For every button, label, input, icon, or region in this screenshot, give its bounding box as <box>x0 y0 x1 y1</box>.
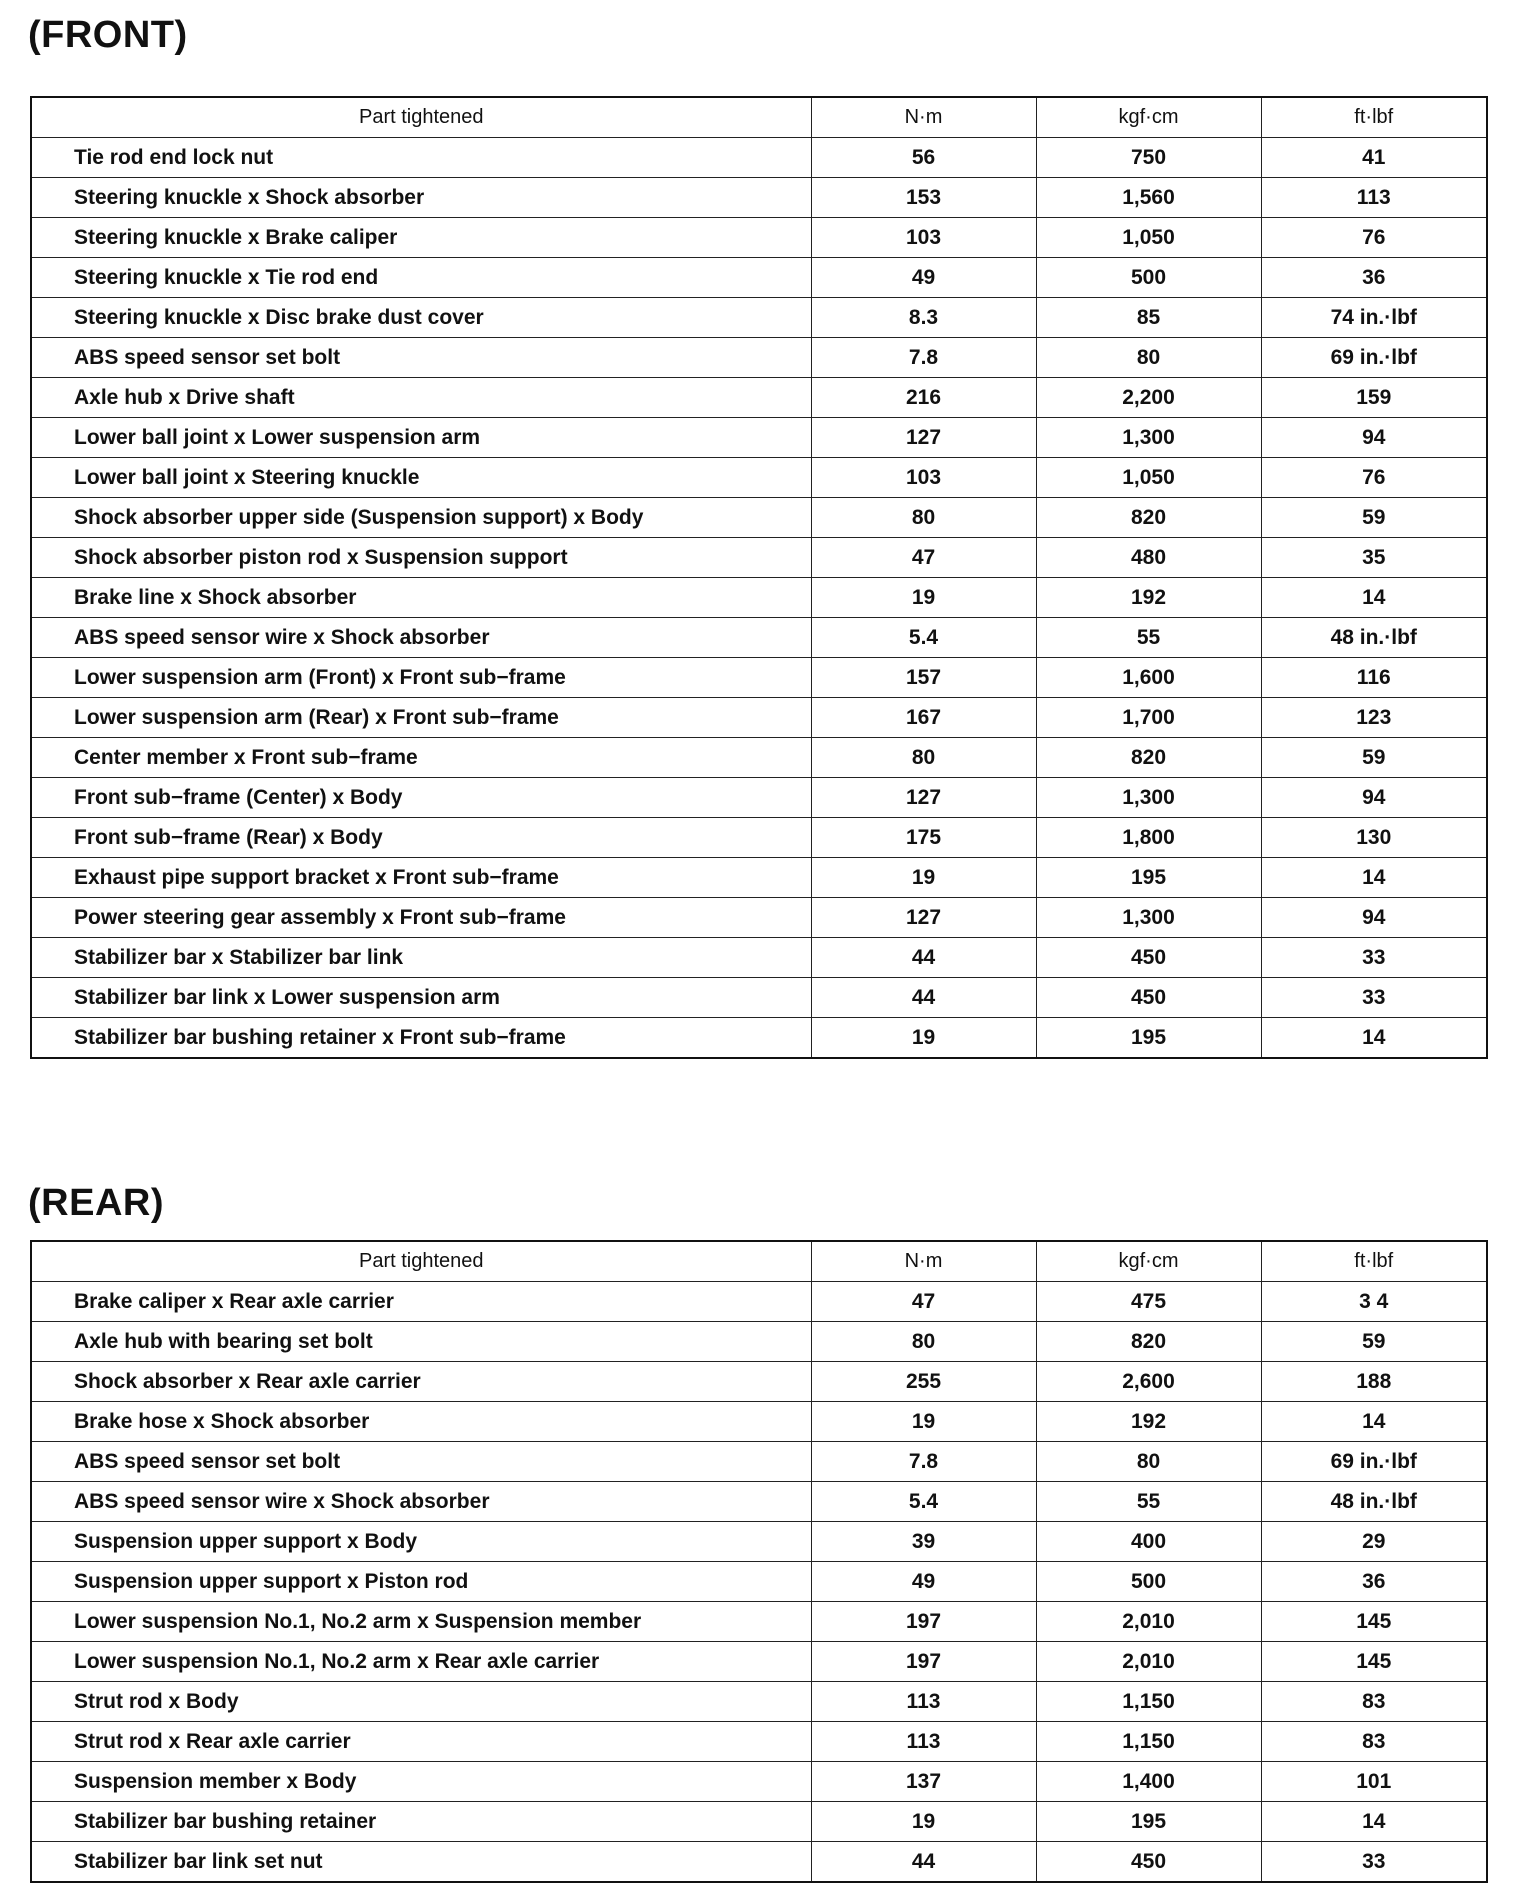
ft-lbf-cell: 159 <box>1261 378 1487 418</box>
part-tightened-cell: ABS speed sensor set bolt <box>31 1442 811 1482</box>
kgf-cm-cell: 1,600 <box>1036 658 1261 698</box>
ft-lbf-cell: 36 <box>1261 258 1487 298</box>
part-tightened-cell: Brake caliper x Rear axle carrier <box>31 1282 811 1322</box>
ft-lbf-cell: 83 <box>1261 1682 1487 1722</box>
table-row <box>31 818 1487 858</box>
ft-lbf-cell: 33 <box>1261 978 1487 1018</box>
nm-cell: 127 <box>811 418 1036 458</box>
table-row <box>31 378 1487 418</box>
kgf-cm-cell: 820 <box>1036 1322 1261 1362</box>
kgf-cm-cell: 450 <box>1036 938 1261 978</box>
header-kgf-cm: kgf·cm <box>1036 1241 1261 1282</box>
part-tightened-cell: Steering knuckle x Brake caliper <box>31 218 811 258</box>
table-row <box>31 578 1487 618</box>
table-row <box>31 978 1487 1018</box>
nm-cell: 19 <box>811 1018 1036 1059</box>
table-row <box>31 778 1487 818</box>
nm-cell: 44 <box>811 978 1036 1018</box>
nm-cell: 127 <box>811 778 1036 818</box>
ft-lbf-cell: 35 <box>1261 538 1487 578</box>
part-tightened-cell: Suspension member x Body <box>31 1762 811 1802</box>
ft-lbf-cell: 59 <box>1261 1322 1487 1362</box>
kgf-cm-cell: 1,800 <box>1036 818 1261 858</box>
part-tightened-cell: Front sub−frame (Rear) x Body <box>31 818 811 858</box>
part-tightened-cell: Brake hose x Shock absorber <box>31 1402 811 1442</box>
kgf-cm-cell: 820 <box>1036 738 1261 778</box>
header-part-tightened: Part tightened <box>31 1241 811 1282</box>
kgf-cm-cell: 2,010 <box>1036 1642 1261 1682</box>
nm-cell: 5.4 <box>811 618 1036 658</box>
table-row <box>31 1362 1487 1402</box>
table-row <box>31 1482 1487 1522</box>
table-row <box>31 498 1487 538</box>
nm-cell: 56 <box>811 138 1036 178</box>
table-row <box>31 1802 1487 1842</box>
nm-cell: 255 <box>811 1362 1036 1402</box>
part-tightened-cell: Lower ball joint x Lower suspension arm <box>31 418 811 458</box>
kgf-cm-cell: 2,600 <box>1036 1362 1261 1402</box>
part-tightened-cell: Axle hub with bearing set bolt <box>31 1322 811 1362</box>
kgf-cm-cell: 55 <box>1036 618 1261 658</box>
kgf-cm-cell: 2,010 <box>1036 1602 1261 1642</box>
nm-cell: 47 <box>811 538 1036 578</box>
part-tightened-cell: Lower suspension arm (Rear) x Front sub−frame <box>31 698 811 738</box>
ft-lbf-cell: 145 <box>1261 1602 1487 1642</box>
table-row <box>31 898 1487 938</box>
nm-cell: 80 <box>811 498 1036 538</box>
kgf-cm-cell: 750 <box>1036 138 1261 178</box>
table-row <box>31 1322 1487 1362</box>
kgf-cm-cell: 1,400 <box>1036 1762 1261 1802</box>
part-tightened-cell: Front sub−frame (Center) x Body <box>31 778 811 818</box>
front-table-body <box>31 138 1487 1059</box>
kgf-cm-cell: 1,300 <box>1036 418 1261 458</box>
kgf-cm-cell: 820 <box>1036 498 1261 538</box>
table-row <box>31 138 1487 178</box>
header-ft-lbf: ft·lbf <box>1261 97 1487 138</box>
ft-lbf-cell: 29 <box>1261 1522 1487 1562</box>
table-row <box>31 418 1487 458</box>
table-row <box>31 858 1487 898</box>
part-tightened-cell: Exhaust pipe support bracket x Front sub−frame <box>31 858 811 898</box>
kgf-cm-cell: 1,150 <box>1036 1722 1261 1762</box>
table-row <box>31 538 1487 578</box>
kgf-cm-cell: 195 <box>1036 1802 1261 1842</box>
part-tightened-cell: Axle hub x Drive shaft <box>31 378 811 418</box>
nm-cell: 44 <box>811 1842 1036 1883</box>
table-row <box>31 218 1487 258</box>
nm-cell: 47 <box>811 1282 1036 1322</box>
table-row <box>31 338 1487 378</box>
nm-cell: 7.8 <box>811 1442 1036 1482</box>
ft-lbf-cell: 59 <box>1261 498 1487 538</box>
ft-lbf-cell: 94 <box>1261 898 1487 938</box>
ft-lbf-cell: 14 <box>1261 1402 1487 1442</box>
nm-cell: 157 <box>811 658 1036 698</box>
kgf-cm-cell: 195 <box>1036 1018 1261 1059</box>
part-tightened-cell: Stabilizer bar bushing retainer <box>31 1802 811 1842</box>
ft-lbf-cell: 113 <box>1261 178 1487 218</box>
table-row <box>31 1722 1487 1762</box>
table-row <box>31 1402 1487 1442</box>
kgf-cm-cell: 450 <box>1036 1842 1261 1883</box>
table-row <box>31 938 1487 978</box>
nm-cell: 5.4 <box>811 1482 1036 1522</box>
ft-lbf-cell: 101 <box>1261 1762 1487 1802</box>
part-tightened-cell: Stabilizer bar bushing retainer x Front sub−frame <box>31 1018 811 1059</box>
header-ft-lbf: ft·lbf <box>1261 1241 1487 1282</box>
part-tightened-cell: Steering knuckle x Disc brake dust cover <box>31 298 811 338</box>
ft-lbf-cell: 94 <box>1261 418 1487 458</box>
kgf-cm-cell: 1,300 <box>1036 778 1261 818</box>
part-tightened-cell: Suspension upper support x Piston rod <box>31 1562 811 1602</box>
kgf-cm-cell: 195 <box>1036 858 1261 898</box>
ft-lbf-cell: 69 in.·lbf <box>1261 338 1487 378</box>
kgf-cm-cell: 500 <box>1036 1562 1261 1602</box>
kgf-cm-cell: 80 <box>1036 1442 1261 1482</box>
part-tightened-cell: Stabilizer bar link x Lower suspension arm <box>31 978 811 1018</box>
nm-cell: 49 <box>811 1562 1036 1602</box>
kgf-cm-cell: 1,300 <box>1036 898 1261 938</box>
header-part-tightened: Part tightened <box>31 97 811 138</box>
kgf-cm-cell: 55 <box>1036 1482 1261 1522</box>
nm-cell: 113 <box>811 1722 1036 1762</box>
table-row <box>31 298 1487 338</box>
nm-cell: 7.8 <box>811 338 1036 378</box>
table-row <box>31 1842 1487 1883</box>
nm-cell: 103 <box>811 458 1036 498</box>
kgf-cm-cell: 1,150 <box>1036 1682 1261 1722</box>
ft-lbf-cell: 69 in.·lbf <box>1261 1442 1487 1482</box>
ft-lbf-cell: 33 <box>1261 1842 1487 1883</box>
ft-lbf-cell: 130 <box>1261 818 1487 858</box>
ft-lbf-cell: 74 in.·lbf <box>1261 298 1487 338</box>
part-tightened-cell: Strut rod x Rear axle carrier <box>31 1722 811 1762</box>
kgf-cm-cell: 192 <box>1036 578 1261 618</box>
table-row <box>31 698 1487 738</box>
part-tightened-cell: Brake line x Shock absorber <box>31 578 811 618</box>
nm-cell: 216 <box>811 378 1036 418</box>
ft-lbf-cell: 94 <box>1261 778 1487 818</box>
part-tightened-cell: Steering knuckle x Tie rod end <box>31 258 811 298</box>
part-tightened-cell: ABS speed sensor wire x Shock absorber <box>31 618 811 658</box>
part-tightened-cell: Shock absorber upper side (Suspension support) x Body <box>31 498 811 538</box>
nm-cell: 103 <box>811 218 1036 258</box>
front-torque-table <box>30 96 1488 1059</box>
front-section-title: (FRONT) <box>28 14 188 56</box>
nm-cell: 8.3 <box>811 298 1036 338</box>
kgf-cm-cell: 1,700 <box>1036 698 1261 738</box>
part-tightened-cell: Lower ball joint x Steering knuckle <box>31 458 811 498</box>
ft-lbf-cell: 76 <box>1261 458 1487 498</box>
kgf-cm-cell: 192 <box>1036 1402 1261 1442</box>
nm-cell: 127 <box>811 898 1036 938</box>
nm-cell: 19 <box>811 858 1036 898</box>
table-row <box>31 1442 1487 1482</box>
nm-cell: 80 <box>811 738 1036 778</box>
nm-cell: 113 <box>811 1682 1036 1722</box>
nm-cell: 175 <box>811 818 1036 858</box>
rear-torque-table <box>30 1240 1488 1883</box>
header-nm: N·m <box>811 97 1036 138</box>
part-tightened-cell: Lower suspension No.1, No.2 arm x Suspension member <box>31 1602 811 1642</box>
nm-cell: 44 <box>811 938 1036 978</box>
table-row <box>31 658 1487 698</box>
part-tightened-cell: ABS speed sensor wire x Shock absorber <box>31 1482 811 1522</box>
part-tightened-cell: Center member x Front sub−frame <box>31 738 811 778</box>
table-header-row <box>31 97 1487 138</box>
table-row <box>31 1762 1487 1802</box>
kgf-cm-cell: 1,050 <box>1036 458 1261 498</box>
part-tightened-cell: Lower suspension arm (Front) x Front sub−frame <box>31 658 811 698</box>
table-row <box>31 1018 1487 1059</box>
kgf-cm-cell: 475 <box>1036 1282 1261 1322</box>
ft-lbf-cell: 33 <box>1261 938 1487 978</box>
nm-cell: 197 <box>811 1642 1036 1682</box>
table-row <box>31 1642 1487 1682</box>
part-tightened-cell: Power steering gear assembly x Front sub−frame <box>31 898 811 938</box>
ft-lbf-cell: 3 4 <box>1261 1282 1487 1322</box>
ft-lbf-cell: 14 <box>1261 578 1487 618</box>
nm-cell: 80 <box>811 1322 1036 1362</box>
nm-cell: 49 <box>811 258 1036 298</box>
table-row <box>31 1562 1487 1602</box>
part-tightened-cell: Steering knuckle x Shock absorber <box>31 178 811 218</box>
part-tightened-cell: Shock absorber x Rear axle carrier <box>31 1362 811 1402</box>
nm-cell: 167 <box>811 698 1036 738</box>
ft-lbf-cell: 48 in.·lbf <box>1261 1482 1487 1522</box>
part-tightened-cell: Suspension upper support x Body <box>31 1522 811 1562</box>
table-row <box>31 618 1487 658</box>
nm-cell: 19 <box>811 1802 1036 1842</box>
kgf-cm-cell: 450 <box>1036 978 1261 1018</box>
table-row <box>31 1682 1487 1722</box>
nm-cell: 19 <box>811 1402 1036 1442</box>
part-tightened-cell: Tie rod end lock nut <box>31 138 811 178</box>
nm-cell: 153 <box>811 178 1036 218</box>
kgf-cm-cell: 500 <box>1036 258 1261 298</box>
ft-lbf-cell: 76 <box>1261 218 1487 258</box>
kgf-cm-cell: 2,200 <box>1036 378 1261 418</box>
ft-lbf-cell: 14 <box>1261 1018 1487 1059</box>
ft-lbf-cell: 188 <box>1261 1362 1487 1402</box>
table-row <box>31 258 1487 298</box>
part-tightened-cell: ABS speed sensor set bolt <box>31 338 811 378</box>
table-header-row <box>31 1241 1487 1282</box>
ft-lbf-cell: 145 <box>1261 1642 1487 1682</box>
table-row <box>31 1602 1487 1642</box>
kgf-cm-cell: 400 <box>1036 1522 1261 1562</box>
part-tightened-cell: Lower suspension No.1, No.2 arm x Rear axle carrier <box>31 1642 811 1682</box>
nm-cell: 19 <box>811 578 1036 618</box>
table-row <box>31 458 1487 498</box>
ft-lbf-cell: 48 in.·lbf <box>1261 618 1487 658</box>
header-kgf-cm: kgf·cm <box>1036 97 1261 138</box>
nm-cell: 197 <box>811 1602 1036 1642</box>
table-row <box>31 738 1487 778</box>
part-tightened-cell: Stabilizer bar link set nut <box>31 1842 811 1883</box>
rear-table-body <box>31 1282 1487 1883</box>
kgf-cm-cell: 480 <box>1036 538 1261 578</box>
ft-lbf-cell: 36 <box>1261 1562 1487 1602</box>
nm-cell: 39 <box>811 1522 1036 1562</box>
part-tightened-cell: Shock absorber piston rod x Suspension support <box>31 538 811 578</box>
part-tightened-cell: Stabilizer bar x Stabilizer bar link <box>31 938 811 978</box>
ft-lbf-cell: 83 <box>1261 1722 1487 1762</box>
part-tightened-cell: Strut rod x Body <box>31 1682 811 1722</box>
header-nm: N·m <box>811 1241 1036 1282</box>
nm-cell: 137 <box>811 1762 1036 1802</box>
rear-section-title: (REAR) <box>28 1182 164 1224</box>
table-row <box>31 1522 1487 1562</box>
ft-lbf-cell: 41 <box>1261 138 1487 178</box>
table-row <box>31 1282 1487 1322</box>
table-row <box>31 178 1487 218</box>
kgf-cm-cell: 85 <box>1036 298 1261 338</box>
kgf-cm-cell: 1,050 <box>1036 218 1261 258</box>
ft-lbf-cell: 14 <box>1261 1802 1487 1842</box>
ft-lbf-cell: 14 <box>1261 858 1487 898</box>
ft-lbf-cell: 59 <box>1261 738 1487 778</box>
kgf-cm-cell: 80 <box>1036 338 1261 378</box>
ft-lbf-cell: 123 <box>1261 698 1487 738</box>
ft-lbf-cell: 116 <box>1261 658 1487 698</box>
kgf-cm-cell: 1,560 <box>1036 178 1261 218</box>
